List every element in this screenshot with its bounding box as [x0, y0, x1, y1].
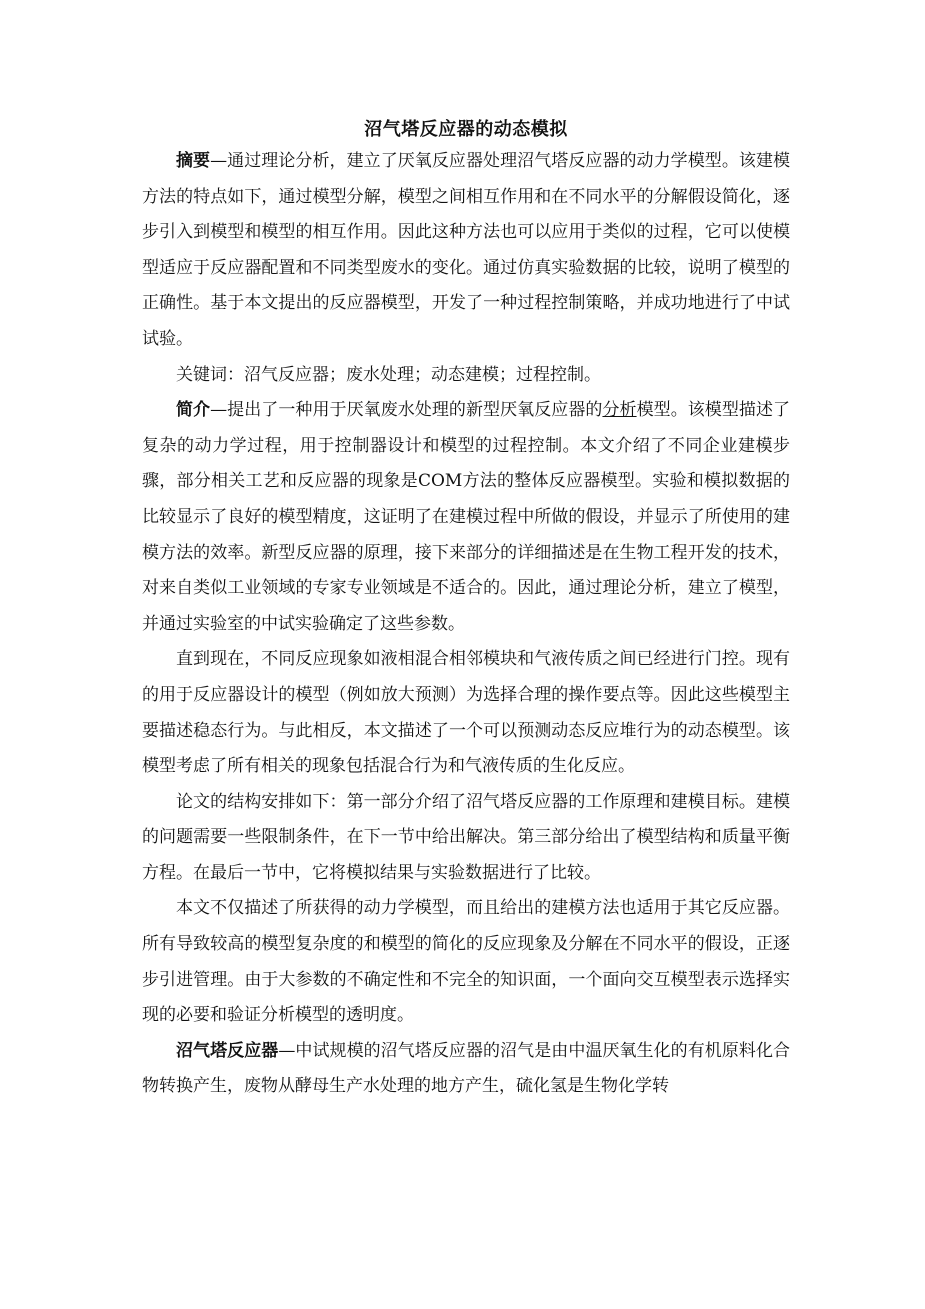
abstract-lead: 摘要: [176, 151, 211, 171]
structure-paragraph: 论文的结构安排如下：第一部分介绍了沼气塔反应器的工作原理和建模目标。建模的问题需要一些限制条件，在下一节中给出解决。第三部分给出了模型结构和质量平衡方程。在最后一节中，它将模拟结果与实验数据进行了比较。: [142, 791, 790, 883]
intro-lead: 简介: [176, 400, 211, 421]
phenomena-paragraph: 直到现在，不同反应现象如液相混合相邻模块和气液传质之间已经进行门控。现有的用于反应器设计的模型（例如放大预测）为选择合理的操作要点等。因此这些模型主要描述稳态行为。与此相反，本文描述了一个可以预测动态反应堆行为的动态模型。该模型考虑了所有相关的现象包括混合行为和气液传质的生化反应。: [142, 649, 790, 777]
document-page: [142, 116, 790, 1105]
reactor-paragraph: [142, 1034, 790, 1105]
intro-text-after: 模型。该模型描述了复杂的动力学过程，用于控制器设计和模型的过程控制。本文介绍了不同企业建模步骤，部分相关工艺和反应器的现象是COM方法的整体反应器模型。实验和模拟数据的比较显示了良好的模型精度，这证明了在建模过程中所做的假设，并显示了所使用的建模方法的效率。新型反应器的原理，接下来部分的详细描述是在生物工程开发的技术，对来自类似工业领域的专家专业领域是不适合的。因此，通过理论分析，建立了模型，并通过实验室的中试实验确定了这些参数。: [142, 400, 791, 634]
abstract-paragraph: [142, 144, 790, 358]
reactor-text: —中试规模的沼气塔反应器的沼气是由中温厌氧生化的有机原料化合物转换产生，废物从酵母生产水处理的地方产生，硫化氢是生物化学转: [142, 1040, 790, 1097]
intro-text-before: —提出了一种用于厌氧废水处理的新型厌氧反应器的: [210, 400, 603, 421]
reactor-lead: 沼气塔反应器: [176, 1040, 279, 1061]
intro-paragraph: [142, 393, 790, 642]
intro-underlined-word: 分析: [602, 400, 637, 421]
keywords-paragraph: 关键词：沼气反应器；废水处理；动态建模；过程控制。: [176, 364, 601, 385]
method-paragraph: 本文不仅描述了所获得的动力学模型，而且给出的建模方法也适用于其它反应器。所有导致较高的模型复杂度的和模型的简化的反应现象及分解在不同水平的假设，正逐步引进管理。由于大参数的不确定性和不完全的知识面，一个面向交互模型表示选择实现的必要和验证分析模型的透明度。: [142, 898, 790, 1026]
page-title: 沼气塔反应器的动态模拟: [364, 119, 568, 140]
abstract-text: —通过理论分析，建立了厌氧反应器处理沼气塔反应器的动力学模型。该建模方法的特点如下，通过模型分解，模型之间相互作用和在不同水平的分解假设简化，逐步引入到模型和模型的相互作用。因此这种方法也可以应用于类似的过程，它可以使模型适应于反应器配置和不同类型废水的变化。通过仿真实验数据的比较，说明了模型的正确性。基于本文提出的反应器模型，开发了一种过程控制策略，并成功地进行了中试试验。: [142, 151, 791, 349]
